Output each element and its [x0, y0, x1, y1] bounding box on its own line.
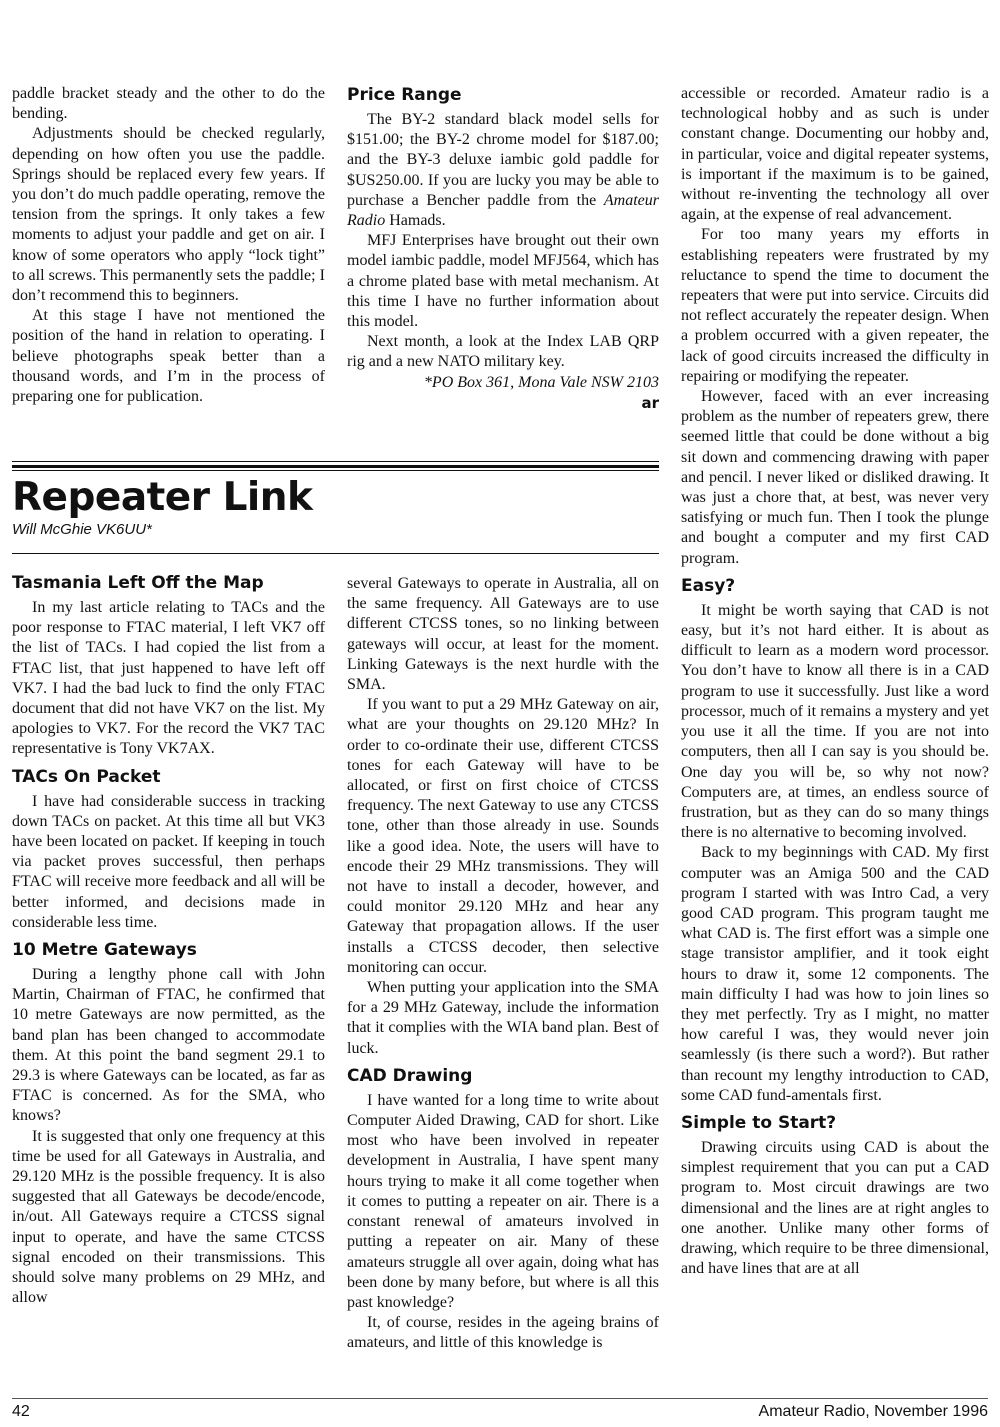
section-heading-tasmania: Tasmania Left Off the Map	[12, 573, 264, 593]
paragraph: MFJ Enterprises have brought out their own model iambic paddle, model MFJ564, which has a chrome plated base with metal mechanism. At this time I have no further information about this model.	[347, 232, 659, 331]
paragraph: I have had considerable success in tracking down TACs on packet. At this time all but VK3 have been located on packet. If keeping in touch via packet proves successful, then perhaps FTAC will receive more feedback and all will be better informed, and decisions made in considerable less time.	[12, 792, 325, 931]
title-rule-top	[12, 461, 659, 462]
paragraph: At this stage I have not mentioned the position of the hand in relation to operating. I believe photographs speak better than a thousand words, and I’m in the process of preparing one for publication.	[12, 307, 325, 406]
end-mark: ar	[641, 393, 659, 412]
paragraph-text: The BY-2 standard black model sells for $151.00; the BY-2 chrome model for $187.00; and the BY-3 deluxe iambic gold paddle for $US250.00. If you are lucky you may be able to purchase a Bencher paddle from the	[347, 111, 659, 209]
paragraph: It is suggested that only one frequency at this time be used for all Gateways in Australia, and 29.120 MHz is the possible frequency. It is also suggested that all Gateways be decode/encode, in/out. All Gateways require a CTCSS signal input to operate, and have the same CTCSS signal encoded on their transmissions. This should solve many problems on 29 MHz, and allow	[12, 1127, 325, 1307]
section-heading-price-range: Price Range	[347, 85, 462, 105]
paragraph: It might be worth saying that CAD is not easy, but it’s not hard either. It is about as difficult to learn as a modern word processor. You don’t have to know all there is in a CAD program to use it successfully. Just like a word processor, much of it remains a mystery and yet you use it all the time. If you are not into computers, then all I can say is you should be. One day you will be, so why not now? Computers are, at times, an endless source of frustration, but as they can do so many things there is no alternative to becoming involved.	[681, 601, 989, 842]
top-middle-column	[347, 84, 659, 413]
byline-rule	[12, 553, 659, 554]
paragraph: several Gateways to operate in Australia, all on the same frequency. All Gateways are to use different CTCSS tones, so no linking between gateways will occur, at least for the moment. Linking Gateways is the next hurdle with the SMA.	[347, 575, 659, 694]
paragraph: During a lengthy phone call with John Martin, Chairman of FTAC, he confirmed that 10 metre Gateways are now permitted, as the band plan has been changed to accommodate them. At this point the band segment 29.1 to 29.3 is where Gateways can be located, as far as FTAC is concerned. As for the SMA, who knows?	[12, 966, 325, 1125]
paragraph: In my last article relating to TACs and the poor response to FTAC material, I left VK7 off the list of TACs. I had copied the list from a FTAC list, that just happened to have left off VK7. I had the bad luck to find the only FTAC document that did not have VK7 on the list. My apologies to VK7. For the record the VK7 TAC representative is Tony VK7AX.	[12, 599, 325, 758]
section-heading-simple-to-start: Simple to Start?	[681, 1112, 837, 1133]
footer-rule	[12, 1398, 988, 1399]
paragraph: accessible or recorded. Amateur radio is a technological hobby and as such is under constant change. Documenting our hobby and, in particular, voice and digital repeater systems, is important if the maximum is to be gained, without re-inventing the technology all over again, at the expense of real advancement.	[681, 85, 989, 224]
paragraph-text: Hamads.	[385, 212, 446, 230]
paragraph: Next month, a look at the Index LAB QRP rig and a new NATO military key.	[347, 333, 659, 371]
article-byline: Will McGhie VK6UU*	[12, 521, 152, 538]
article-column-2	[347, 574, 659, 1354]
publication-footer: Amateur Radio, November 1996	[758, 1403, 988, 1420]
paragraph: I have wanted for a long time to write about Computer Aided Drawing, CAD for short. Like most who have been involved in repeater development in Australia, I have spent many hours trying to make it all come together when it comes to putting a repeater on air. There is a constant renewal of amateurs involved in putting a repeater on air. Many of these amateurs struggle all over again, doing what has been done by many before, but where is all this past knowledge?	[347, 1091, 659, 1311]
section-heading-cad-drawing: CAD Drawing	[347, 1065, 473, 1086]
publication-name: Amateur Radio	[347, 191, 659, 230]
paragraph: It, of course, resides in the ageing brains of amateurs, and little of this knowledge is	[347, 1314, 659, 1352]
title-rule-thick	[12, 465, 659, 468]
article-title: Repeater Link	[12, 475, 313, 520]
paragraph	[347, 110, 659, 231]
article-column-3	[681, 84, 989, 1279]
paragraph: If you want to put a 29 MHz Gateway on air, what are your thoughts on 29.120 MHz? In order to co-ordinate their use, different CTCSS tones for each Gateway will have to be allocated, or first on first choice of CTCSS frequency. The next Gateway to use any CTCSS tone, other than those already in use. Sounds like a good idea. Note, the users will have to encode their 29 MHz transmissions. They will not have to install a decoder, however, and could monitor 29.120 MHz and hear any Gateway that propagation allows. If the user installs a CTCSS decoder, then selective monitoring can occur.	[347, 696, 659, 976]
section-heading-tacs-on-packet: TACs On Packet	[12, 766, 161, 787]
paragraph: Back to my beginnings with CAD. My first computer was an Amiga 500 and the CAD program I started with was Intro Cad, a very good CAD program. This program taught me what CAD is. The first effort was a simple one stage transistor amplifier, and it took eight hours to draw it, some 12 components. The main difficulty I had was how to join lines so they met perfectly. Try as I might, no matter how careful I was, they would never join seamlessly (is there such a word?). But rather than recount my lengthy introduction to CAD, some CAD fund-amentals first.	[681, 844, 989, 1104]
paragraph: Drawing circuits using CAD is about the simplest requirement that you can put a CAD program to. Most circuit drawings are two dimensional and the lines are at right angles to one another. Unlike many other forms of drawing, which require to be three dimensional, and have lines that are at all	[681, 1138, 989, 1278]
section-heading-easy: Easy?	[681, 575, 736, 596]
author-address: *PO Box 361, Mona Vale NSW 2103	[423, 373, 659, 391]
page-number: 42	[12, 1403, 30, 1420]
article-column-1	[12, 572, 325, 1309]
section-heading-10-metre-gateways: 10 Metre Gateways	[12, 940, 197, 961]
paragraph: paddle bracket steady and the other to do the bending.	[12, 85, 325, 123]
paragraph: Adjustments should be checked regularly, depending on how often you use the paddle. Springs should be replaced every few years. If you don’t do much paddle operating, remove the tension from the springs. It only takes a few moments to adjust your paddle and get on air. I know of some operators who apply “lock tight” to all screws. This permanently sets the paddle; I don’t recommend this to beginners.	[12, 125, 325, 305]
top-left-column	[12, 84, 325, 407]
title-rule-bottom	[12, 470, 659, 471]
paragraph: For too many years my efforts in establishing repeaters were frustrated by my reluctance to spend the time to document the repeaters that were put into service. Circuits did not reflect accurately the repeater design. When a problem occurred with a given repeater, the lack of good circuits increased the difficulty in repairing or modifying the repeater.	[681, 226, 989, 385]
paragraph: However, faced with an ever increasing problem as the number of repeaters grew, there seemed little that could be done without a big sit down and commencing drawing with paper and pencil. I never liked or disliked drawing. It was just a chore that, at best, was never very satisfying or much fun. Then I took the plunge and bought a computer and my first CAD program.	[681, 388, 989, 567]
paragraph: When putting your application into the SMA for a 29 MHz Gateway, include the information that it complies with the WIA band plan. Best of luck.	[347, 979, 659, 1057]
